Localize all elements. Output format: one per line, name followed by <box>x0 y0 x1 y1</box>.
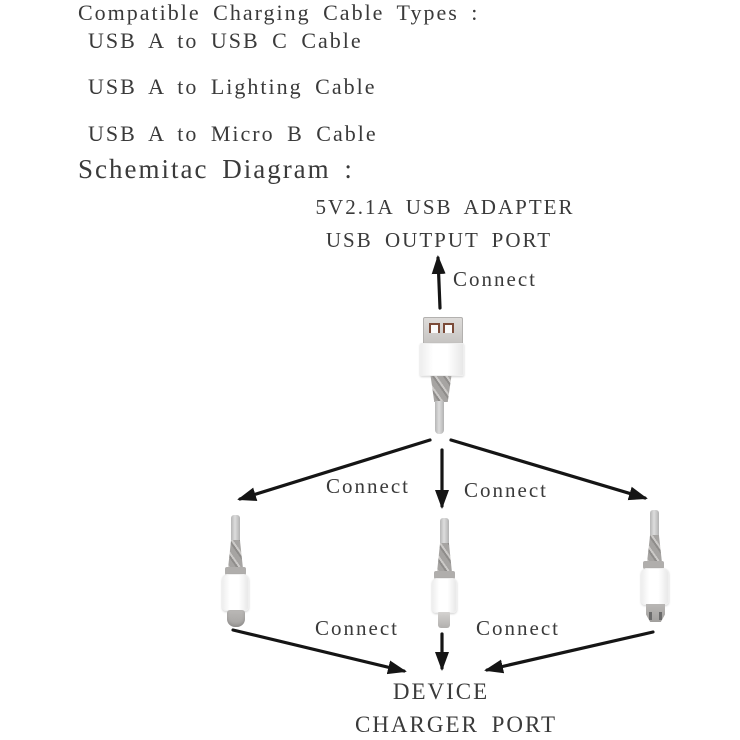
lightning-strain-relief <box>436 543 453 574</box>
usb-a-pin-icon <box>443 323 454 333</box>
usb-c-tip <box>227 610 245 627</box>
connect-label-branch-left: Connect <box>326 474 410 498</box>
connect-label-branch-right: Connect <box>464 478 548 502</box>
connect-label-bottom-left: Connect <box>315 616 399 640</box>
diagram-heading: Schemitac Diagram : <box>78 154 354 184</box>
usb-a-cable <box>435 401 444 434</box>
usb-c-plug-body <box>222 574 249 611</box>
usb-c-strain-relief <box>227 540 244 570</box>
cable-type-micro-b: USB A to Micro B Cable <box>88 121 378 146</box>
usb-a-strain-relief <box>428 376 454 402</box>
charger-port-label: CHARGER PORT <box>354 712 558 737</box>
usb-a-pin-icon <box>429 323 440 333</box>
page-title: Compatible Charging Cable Types : <box>78 0 480 25</box>
micro-b-strain-relief <box>646 535 663 564</box>
cable-type-usb-c: USB A to USB C Cable <box>88 28 363 53</box>
micro-b-plug-body <box>641 568 669 605</box>
lightning-tip <box>438 612 450 628</box>
micro-b-tip <box>646 604 665 622</box>
usb-a-plug-body <box>420 343 464 376</box>
usb-a-metal-shell <box>423 317 463 344</box>
micro-b-cable <box>650 510 659 537</box>
lightning-plug-body <box>432 578 457 613</box>
connect-label-top: Connect <box>453 267 537 291</box>
arrow-connect-up <box>438 258 440 308</box>
device-label: DEVICE <box>392 679 490 704</box>
usb-output-port-label: USB OUTPUT PORT <box>325 228 553 252</box>
usb-c-cable <box>231 515 240 542</box>
adapter-label: 5V2.1A USB ADAPTER <box>315 195 575 219</box>
connect-label-bottom-right: Connect <box>476 616 560 640</box>
cable-type-lightning: USB A to Lighting Cable <box>88 74 377 99</box>
lightning-cable <box>440 518 449 545</box>
